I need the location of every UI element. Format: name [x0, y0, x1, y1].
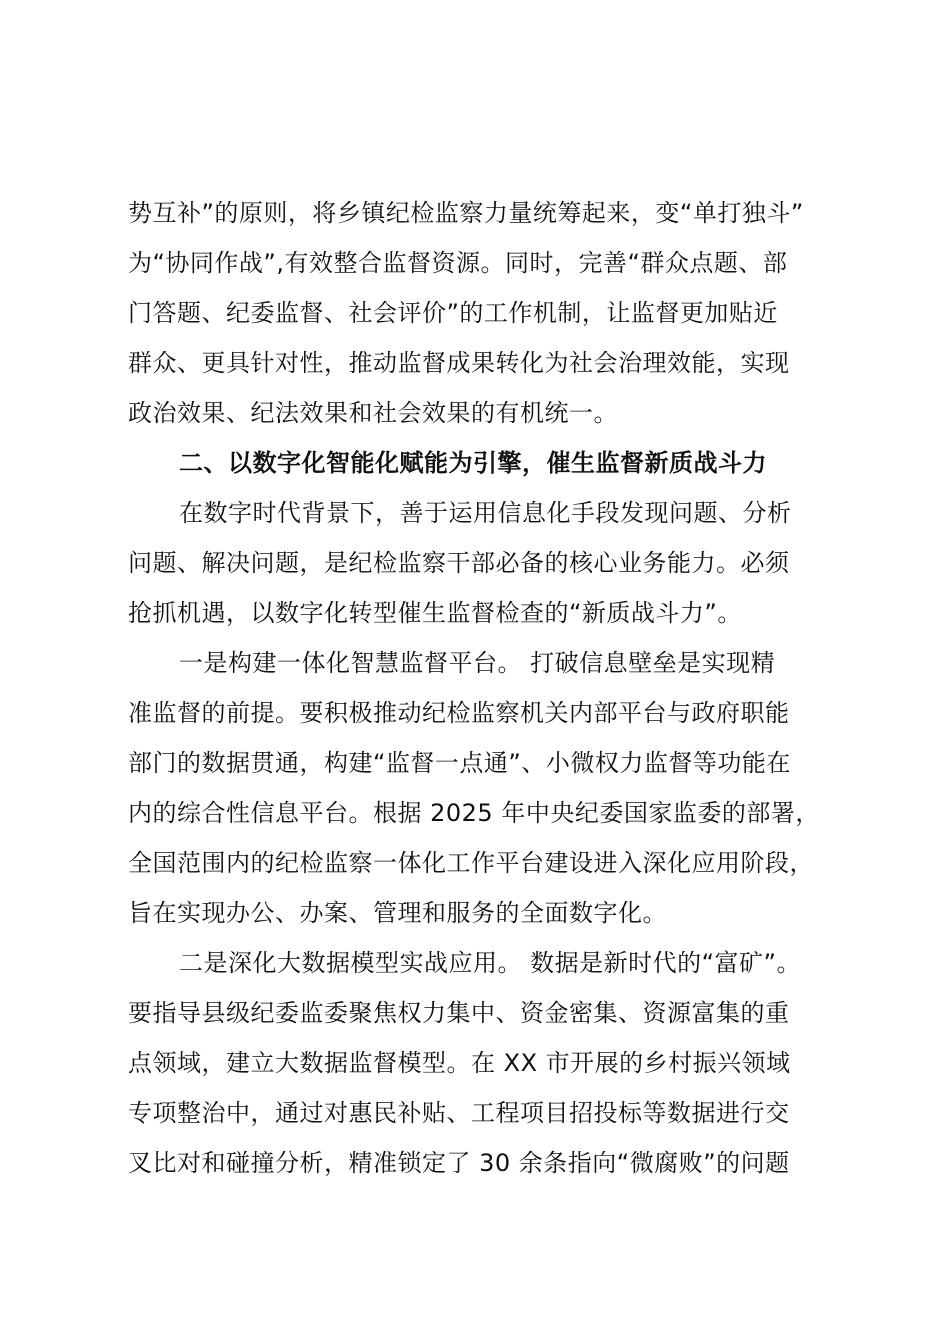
text-line: 部门的数据贯通，构建“监督一点通”、小微权力监督等功能在	[128, 749, 791, 777]
text-line: 问题、解决问题，是纪检监察干部必备的核心业务能力。必须	[128, 549, 790, 577]
text-line: 为“协同作战”,有效整合监督资源。同时，完善“群众点题、部	[128, 249, 788, 277]
text-line: 专项整治中，通过对惠民补贴、工程项目招投标等数据进行交	[128, 1099, 790, 1127]
text-line: 要指导县级纪委监委聚焦权力集中、资金密集、资源富集的重	[128, 999, 790, 1027]
text-line: 全国范围内的纪检监察一体化工作平台建设进入深化应用阶段，	[128, 849, 814, 877]
text-line: 旨在实现办公、办案、管理和服务的全面数字化。	[128, 899, 667, 927]
text-line: 政治效果、纪法效果和社会效果的有机统一。	[128, 399, 618, 427]
text-line: 准监督的前提。要积极推动纪检监察机关内部平台与政府职能	[128, 699, 790, 727]
text-line: 门答题、纪委监督、社会评价”的工作机制，让监督更加贴近	[128, 299, 778, 327]
text-line: 二是深化大数据模型实战应用。 数据是新时代的“富矿”。	[179, 949, 801, 977]
text-line: 叉比对和碰撞分析，精准锁定了 30 余条指向“微腐败”的问题	[128, 1149, 790, 1177]
text-line: 在数字时代背景下，善于运用信息化手段发现问题、分析	[179, 499, 792, 527]
text-line: 抢抓机遇，以数字化转型催生监督检查的“新质战斗力”。	[128, 599, 742, 627]
text-line: 一是构建一体化智慧监督平台。 打破信息壁垒是实现精	[179, 649, 776, 677]
text-line: 势互补”的原则，将乡镇纪检监察力量统筹起来，变“单打独斗”	[128, 199, 804, 227]
text-line: 内的综合性信息平台。根据 2025 年中央纪委国家监委的部署，	[128, 799, 820, 827]
section-heading: 二、以数字化智能化赋能为引擎，催生监督新质战斗力	[179, 449, 767, 477]
text-line: 点领域，建立大数据监督模型。在 XX 市开展的乡村振兴领域	[128, 1049, 791, 1077]
text-line: 群众、更具针对性，推动监督成果转化为社会治理效能，实现	[128, 349, 790, 377]
